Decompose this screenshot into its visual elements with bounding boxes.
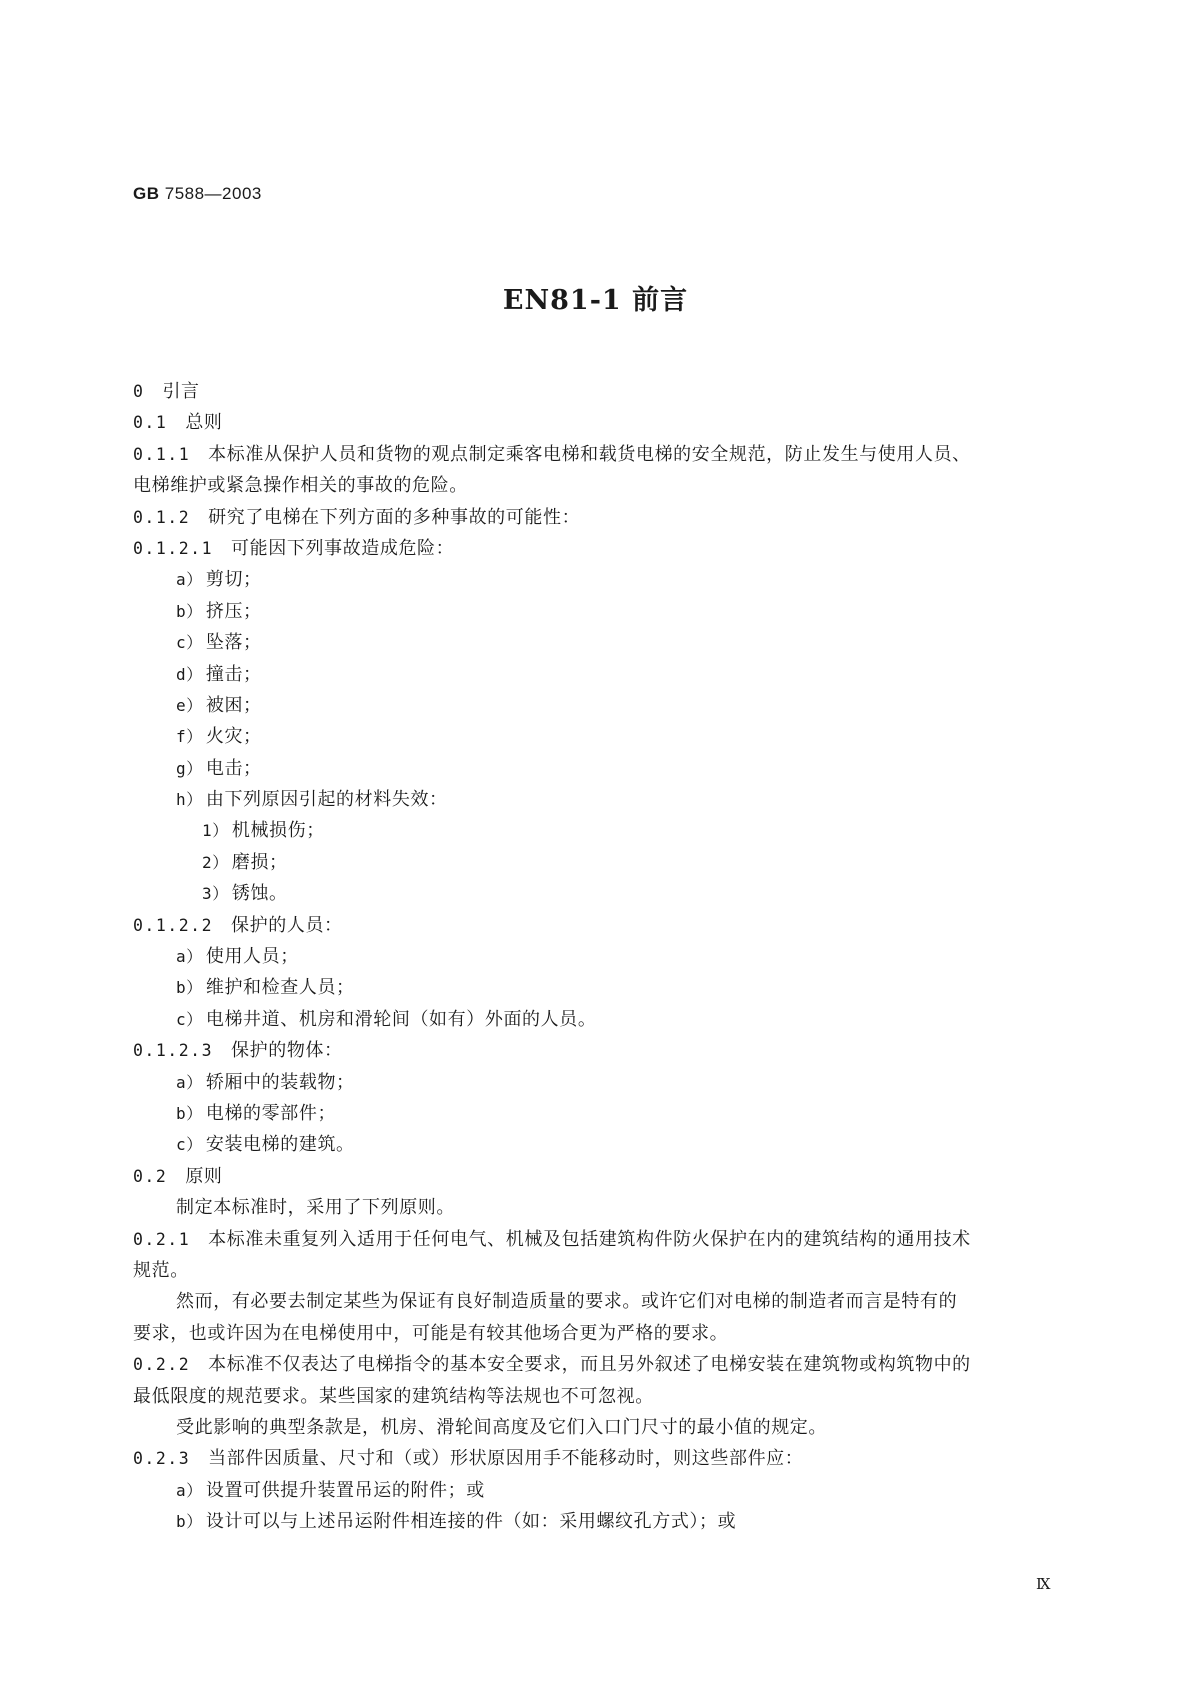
line-text: 设计可以与上述吊运附件相连接的件（如：采用螺纹孔方式）；或 bbox=[205, 1511, 737, 1533]
clause-number: 0.1.2 bbox=[133, 507, 191, 527]
text-line bbox=[133, 721, 1063, 752]
list-label: e） bbox=[176, 695, 203, 715]
standard-code bbox=[133, 184, 262, 204]
line-text: 磨损； bbox=[231, 851, 288, 873]
list-label: a） bbox=[176, 570, 203, 590]
line-text: 保护的物体： bbox=[231, 1040, 343, 1062]
line-text: 制定本标准时，采用了下列原则。 bbox=[176, 1197, 455, 1219]
line-text: 总则 bbox=[185, 412, 223, 434]
text-line bbox=[133, 1129, 1063, 1160]
text-line bbox=[133, 910, 1063, 941]
line-text: 引言 bbox=[162, 381, 200, 402]
text-line bbox=[133, 1443, 1063, 1474]
list-label: b） bbox=[176, 1103, 203, 1123]
line-text: 维护和检查人员； bbox=[205, 977, 355, 999]
clause-number: 0 bbox=[133, 382, 145, 401]
list-label: c） bbox=[176, 1009, 203, 1029]
text-line bbox=[133, 627, 1063, 658]
clause-number: 0.1.2.3 bbox=[133, 1041, 214, 1061]
line-text: 剪切； bbox=[205, 569, 262, 591]
line-text: 电梯井道、机房和滑轮间（如有）外面的人员。 bbox=[205, 1008, 597, 1030]
text-line bbox=[133, 1318, 1063, 1349]
text-line bbox=[133, 815, 1063, 846]
text-line bbox=[133, 564, 1063, 595]
text-line bbox=[133, 407, 1063, 438]
clause-number: 0.2.2 bbox=[133, 1355, 191, 1375]
line-text: 原则 bbox=[185, 1165, 223, 1187]
clause-number: 0.2 bbox=[133, 1166, 168, 1186]
page-number: Ⅸ bbox=[1036, 1575, 1051, 1593]
line-text: 由下列原因引起的材料失效： bbox=[205, 789, 448, 811]
line-text: 电梯维护或紧急操作相关的事故的危险。 bbox=[133, 475, 468, 497]
line-text: 要求，也或许因为在电梯使用中，可能是有较其他场合更为严格的要求。 bbox=[133, 1322, 729, 1344]
clause-number: 0.1.1 bbox=[133, 444, 191, 464]
line-text: 受此影响的典型条款是，机房、滑轮间高度及它们入口门尺寸的最小值的规定。 bbox=[176, 1416, 827, 1438]
text-line bbox=[133, 972, 1063, 1003]
line-text: 本标准不仅表达了电梯指令的基本安全要求，而且另外叙述了电梯安装在建筑物或构筑物中的 bbox=[208, 1354, 971, 1376]
line-text: 电击； bbox=[205, 757, 262, 779]
text-line bbox=[133, 1349, 1063, 1380]
list-label: b） bbox=[176, 601, 203, 621]
line-text: 使用人员； bbox=[205, 946, 299, 968]
text-line bbox=[133, 690, 1063, 721]
line-text: 设置可供提升装置吊运的附件；或 bbox=[205, 1479, 485, 1501]
text-line bbox=[133, 1506, 1063, 1537]
list-label: b） bbox=[176, 1512, 203, 1532]
text-line bbox=[133, 753, 1063, 784]
line-text: 最低限度的规范要求。某些国家的建筑结构等法规也不可忽视。 bbox=[133, 1385, 654, 1407]
text-line bbox=[133, 878, 1063, 909]
list-label: 2） bbox=[202, 852, 229, 872]
line-text: 撞击； bbox=[205, 663, 262, 685]
line-text: 当部件因质量、尺寸和（或）形状原因用手不能移动时，则这些部件应： bbox=[208, 1448, 804, 1470]
text-line bbox=[133, 1224, 1063, 1255]
text-line bbox=[133, 847, 1063, 878]
text-line bbox=[133, 1475, 1063, 1506]
page-title: EN81-1 前言 bbox=[502, 285, 689, 316]
line-text: 然而，有必要去制定某些为保证有良好制造质量的要求。或许它们对电梯的制造者而言是特有的 bbox=[176, 1291, 958, 1313]
line-text: 本标准从保护人员和货物的观点制定乘客电梯和载货电梯的安全规范，防止发生与使用人员、 bbox=[208, 443, 971, 465]
list-label: 1） bbox=[202, 821, 229, 841]
text-line bbox=[133, 1067, 1063, 1098]
clause-number: 0.1.2.2 bbox=[133, 915, 214, 935]
text-line bbox=[133, 376, 1063, 407]
text-line bbox=[133, 533, 1063, 564]
list-label: a） bbox=[176, 1072, 203, 1092]
text-line bbox=[133, 1161, 1063, 1192]
standard-prefix: GB bbox=[133, 184, 160, 203]
text-line bbox=[133, 941, 1063, 972]
text-line bbox=[133, 1286, 1063, 1317]
text-line bbox=[133, 1035, 1063, 1066]
list-label: 3） bbox=[202, 884, 229, 904]
line-text: 坠落； bbox=[205, 632, 262, 654]
text-line bbox=[133, 502, 1063, 533]
text-line bbox=[133, 784, 1063, 815]
line-text: 被困； bbox=[205, 694, 262, 716]
clause-number: 0.2.3 bbox=[133, 1449, 191, 1469]
text-line bbox=[133, 659, 1063, 690]
clause-number: 0.1 bbox=[133, 413, 168, 433]
text-line bbox=[133, 470, 1063, 501]
line-text: 轿厢中的装载物； bbox=[205, 1071, 355, 1093]
list-label: h） bbox=[176, 790, 203, 810]
text-line bbox=[133, 1004, 1063, 1035]
list-label: a） bbox=[176, 947, 203, 967]
text-line bbox=[133, 1098, 1063, 1129]
text-line bbox=[133, 1255, 1063, 1286]
text-line bbox=[133, 1381, 1063, 1412]
line-text: 机械损伤； bbox=[231, 820, 325, 842]
line-text: 挤压； bbox=[205, 600, 262, 622]
text-line bbox=[133, 439, 1063, 470]
list-label: g） bbox=[176, 758, 203, 778]
text-line bbox=[133, 1192, 1063, 1223]
line-text: 本标准未重复列入适用于任何电气、机械及包括建筑构件防火保护在内的建筑结构的通用技术 bbox=[208, 1228, 971, 1250]
line-text: 火灾； bbox=[205, 726, 262, 748]
line-text: 规范。 bbox=[133, 1259, 189, 1281]
list-label: b） bbox=[176, 978, 203, 998]
list-label: a） bbox=[176, 1480, 203, 1500]
line-text: 电梯的零部件； bbox=[205, 1102, 337, 1124]
text-line bbox=[133, 596, 1063, 627]
line-text: 研究了电梯在下列方面的多种事故的可能性： bbox=[208, 506, 581, 528]
list-label: c） bbox=[176, 1135, 203, 1155]
list-label: f） bbox=[176, 727, 203, 747]
clause-number: 0.1.2.1 bbox=[133, 538, 214, 558]
text-line bbox=[133, 1412, 1063, 1443]
standard-number: 7588—2003 bbox=[164, 184, 262, 203]
line-text: 锈蚀。 bbox=[231, 883, 288, 905]
line-text: 保护的人员： bbox=[231, 914, 343, 936]
clause-number: 0.2.1 bbox=[133, 1229, 191, 1249]
document-body bbox=[133, 376, 1063, 1537]
list-label: d） bbox=[176, 664, 203, 684]
line-text: 安装电梯的建筑。 bbox=[205, 1134, 355, 1156]
list-label: c） bbox=[176, 633, 203, 653]
line-text: 可能因下列事故造成危险： bbox=[231, 537, 455, 559]
